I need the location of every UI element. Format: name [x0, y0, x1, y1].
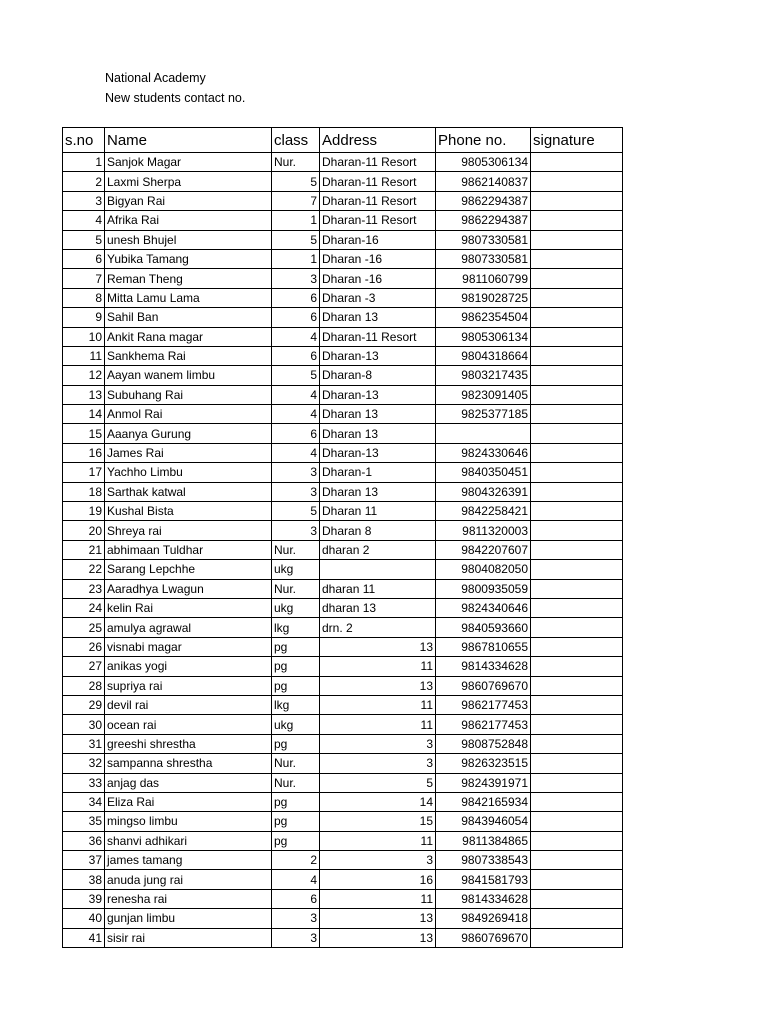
- cell-sno: 22: [63, 560, 105, 579]
- cell-class: pg: [272, 657, 320, 676]
- cell-phone: 9805306134: [436, 153, 531, 172]
- cell-name: Yubika Tamang: [105, 249, 272, 268]
- cell-phone: 9825377185: [436, 405, 531, 424]
- cell-address: Dharan 13: [320, 308, 436, 327]
- cell-address: Dharan-11 Resort: [320, 327, 436, 346]
- cell-address: Dharan -16: [320, 249, 436, 268]
- cell-class: pg: [272, 812, 320, 831]
- cell-signature: [531, 812, 623, 831]
- cell-phone: 9862140837: [436, 172, 531, 191]
- cell-address: 11: [320, 715, 436, 734]
- cell-signature: [531, 734, 623, 753]
- cell-signature: [531, 870, 623, 889]
- table-row: [63, 269, 623, 288]
- cell-address: [320, 560, 436, 579]
- cell-phone: [436, 424, 531, 443]
- cell-class: ukg: [272, 598, 320, 617]
- cell-signature: [531, 754, 623, 773]
- cell-class: lkg: [272, 695, 320, 714]
- cell-sno: 5: [63, 230, 105, 249]
- cell-phone: 9862354504: [436, 308, 531, 327]
- cell-class: 3: [272, 482, 320, 501]
- cell-name: anikas yogi: [105, 657, 272, 676]
- cell-class: 7: [272, 191, 320, 210]
- cell-signature: [531, 695, 623, 714]
- cell-signature: [531, 540, 623, 559]
- cell-address: 13: [320, 637, 436, 656]
- cell-sno: 39: [63, 889, 105, 908]
- cell-address: 5: [320, 773, 436, 792]
- cell-phone: 9807330581: [436, 230, 531, 249]
- cell-sno: 37: [63, 851, 105, 870]
- cell-address: Dharan -16: [320, 269, 436, 288]
- cell-signature: [531, 579, 623, 598]
- table-row: [63, 560, 623, 579]
- cell-sno: 4: [63, 211, 105, 230]
- cell-name: Aaradhya Lwagun: [105, 579, 272, 598]
- cell-phone: 9814334628: [436, 889, 531, 908]
- cell-address: 11: [320, 657, 436, 676]
- cell-name: ocean rai: [105, 715, 272, 734]
- table-row: [63, 773, 623, 792]
- cell-name: Sahil Ban: [105, 308, 272, 327]
- cell-phone: 9824330646: [436, 443, 531, 462]
- table-row: [63, 172, 623, 191]
- cell-phone: 9804326391: [436, 482, 531, 501]
- table-row: [63, 715, 623, 734]
- cell-phone: 9824391971: [436, 773, 531, 792]
- cell-sno: 25: [63, 618, 105, 637]
- cell-signature: [531, 172, 623, 191]
- table-row: [63, 230, 623, 249]
- cell-sno: 1: [63, 153, 105, 172]
- cell-sno: 17: [63, 463, 105, 482]
- cell-address: 3: [320, 754, 436, 773]
- table-row: [63, 153, 623, 172]
- cell-sno: 35: [63, 812, 105, 831]
- cell-sno: 28: [63, 676, 105, 695]
- cell-address: Dharan 8: [320, 521, 436, 540]
- cell-name: Aayan wanem limbu: [105, 366, 272, 385]
- cell-signature: [531, 851, 623, 870]
- cell-signature: [531, 385, 623, 404]
- table-row: [63, 579, 623, 598]
- cell-phone: 9862177453: [436, 715, 531, 734]
- cell-sno: 23: [63, 579, 105, 598]
- cell-name: Shreya rai: [105, 521, 272, 540]
- cell-sno: 19: [63, 502, 105, 521]
- cell-address: drn. 2: [320, 618, 436, 637]
- cell-name: renesha rai: [105, 889, 272, 908]
- cell-phone: 9842165934: [436, 792, 531, 811]
- cell-sno: 18: [63, 482, 105, 501]
- cell-sno: 31: [63, 734, 105, 753]
- table-row: [63, 308, 623, 327]
- cell-sno: 8: [63, 288, 105, 307]
- table-row: [63, 366, 623, 385]
- cell-address: dharan 2: [320, 540, 436, 559]
- cell-name: greeshi shrestha: [105, 734, 272, 753]
- cell-class: pg: [272, 831, 320, 850]
- cell-name: abhimaan Tuldhar: [105, 540, 272, 559]
- cell-address: 16: [320, 870, 436, 889]
- cell-address: 3: [320, 851, 436, 870]
- cell-phone: 9862177453: [436, 695, 531, 714]
- cell-name: shanvi adhikari: [105, 831, 272, 850]
- cell-name: Sarang Lepchhe: [105, 560, 272, 579]
- cell-address: Dharan-16: [320, 230, 436, 249]
- cell-sno: 9: [63, 308, 105, 327]
- cell-sno: 26: [63, 637, 105, 656]
- cell-class: Nur.: [272, 579, 320, 598]
- table-row: [63, 443, 623, 462]
- sheet-subtitle: New students contact no.: [105, 91, 246, 105]
- cell-name: Subuhang Rai: [105, 385, 272, 404]
- cell-signature: [531, 191, 623, 210]
- cell-name: Sanjok Magar: [105, 153, 272, 172]
- cell-signature: [531, 308, 623, 327]
- table-row: [63, 812, 623, 831]
- cell-sno: 27: [63, 657, 105, 676]
- cell-name: Aaanya Gurung: [105, 424, 272, 443]
- cell-address: 11: [320, 889, 436, 908]
- cell-class: 6: [272, 889, 320, 908]
- table-row: [63, 424, 623, 443]
- table-row: [63, 385, 623, 404]
- cell-signature: [531, 230, 623, 249]
- cell-class: 6: [272, 288, 320, 307]
- column-header-address: Address: [320, 128, 436, 153]
- cell-name: Anmol Rai: [105, 405, 272, 424]
- table-row: [63, 502, 623, 521]
- table-row: [63, 405, 623, 424]
- cell-phone: 9808752848: [436, 734, 531, 753]
- cell-name: Sankhema Rai: [105, 346, 272, 365]
- table-row: [63, 792, 623, 811]
- cell-name: anuda jung rai: [105, 870, 272, 889]
- table-row: [63, 249, 623, 268]
- cell-signature: [531, 269, 623, 288]
- cell-sno: 15: [63, 424, 105, 443]
- table-row: [63, 521, 623, 540]
- cell-phone: 9843946054: [436, 812, 531, 831]
- cell-phone: 9862294387: [436, 191, 531, 210]
- cell-sno: 7: [63, 269, 105, 288]
- cell-phone: 9842258421: [436, 502, 531, 521]
- cell-signature: [531, 211, 623, 230]
- cell-signature: [531, 792, 623, 811]
- cell-phone: 9807330581: [436, 249, 531, 268]
- cell-phone: 9804082050: [436, 560, 531, 579]
- cell-phone: 9840593660: [436, 618, 531, 637]
- cell-signature: [531, 889, 623, 908]
- table-row: [63, 463, 623, 482]
- cell-name: James Rai: [105, 443, 272, 462]
- cell-address: Dharan 11: [320, 502, 436, 521]
- cell-signature: [531, 618, 623, 637]
- cell-class: Nur.: [272, 754, 320, 773]
- cell-name: Laxmi Sherpa: [105, 172, 272, 191]
- cell-class: 3: [272, 521, 320, 540]
- cell-signature: [531, 366, 623, 385]
- cell-signature: [531, 327, 623, 346]
- cell-phone: 9849269418: [436, 909, 531, 928]
- cell-signature: [531, 346, 623, 365]
- cell-signature: [531, 502, 623, 521]
- cell-signature: [531, 153, 623, 172]
- cell-phone: 9811060799: [436, 269, 531, 288]
- cell-address: Dharan 13: [320, 424, 436, 443]
- school-name: National Academy: [105, 71, 206, 85]
- cell-name: Mitta Lamu Lama: [105, 288, 272, 307]
- cell-class: 1: [272, 249, 320, 268]
- cell-name: devil rai: [105, 695, 272, 714]
- cell-sno: 13: [63, 385, 105, 404]
- cell-sno: 41: [63, 928, 105, 947]
- cell-sno: 34: [63, 792, 105, 811]
- table-row: [63, 928, 623, 947]
- cell-address: Dharan 13: [320, 482, 436, 501]
- table-row: [63, 540, 623, 559]
- table-row: [63, 831, 623, 850]
- cell-signature: [531, 560, 623, 579]
- cell-class: lkg: [272, 618, 320, 637]
- cell-signature: [531, 831, 623, 850]
- cell-name: james tamang: [105, 851, 272, 870]
- cell-signature: [531, 521, 623, 540]
- cell-phone: 9804318664: [436, 346, 531, 365]
- cell-sno: 3: [63, 191, 105, 210]
- cell-name: Sarthak katwal: [105, 482, 272, 501]
- cell-class: 5: [272, 366, 320, 385]
- table-row: [63, 191, 623, 210]
- cell-phone: 9811384865: [436, 831, 531, 850]
- cell-class: 2: [272, 851, 320, 870]
- cell-address: 11: [320, 831, 436, 850]
- cell-class: 5: [272, 502, 320, 521]
- cell-phone: 9842207607: [436, 540, 531, 559]
- cell-class: 1: [272, 211, 320, 230]
- cell-name: kelin Rai: [105, 598, 272, 617]
- column-header-class: class: [272, 128, 320, 153]
- cell-signature: [531, 443, 623, 462]
- cell-sno: 21: [63, 540, 105, 559]
- table-row: [63, 851, 623, 870]
- cell-signature: [531, 482, 623, 501]
- cell-signature: [531, 657, 623, 676]
- table-row: [63, 695, 623, 714]
- student-contact-table: [62, 127, 623, 948]
- cell-sno: 30: [63, 715, 105, 734]
- cell-class: 5: [272, 230, 320, 249]
- cell-class: pg: [272, 676, 320, 695]
- table-row: [63, 870, 623, 889]
- table-row: [63, 657, 623, 676]
- cell-sno: 14: [63, 405, 105, 424]
- cell-sno: 11: [63, 346, 105, 365]
- cell-signature: [531, 773, 623, 792]
- cell-address: Dharan-13: [320, 443, 436, 462]
- cell-class: pg: [272, 637, 320, 656]
- cell-phone: 9826323515: [436, 754, 531, 773]
- cell-name: sampanna shrestha: [105, 754, 272, 773]
- cell-address: dharan 13: [320, 598, 436, 617]
- cell-phone: 9803217435: [436, 366, 531, 385]
- cell-class: 3: [272, 928, 320, 947]
- cell-signature: [531, 598, 623, 617]
- cell-signature: [531, 909, 623, 928]
- cell-name: visnabi magar: [105, 637, 272, 656]
- table-row: [63, 637, 623, 656]
- cell-address: 13: [320, 909, 436, 928]
- cell-class: Nur.: [272, 540, 320, 559]
- column-header-name: Name: [105, 128, 272, 153]
- cell-phone: 9814334628: [436, 657, 531, 676]
- table-row: [63, 618, 623, 637]
- cell-address: 13: [320, 676, 436, 695]
- cell-signature: [531, 715, 623, 734]
- cell-class: 6: [272, 424, 320, 443]
- cell-address: 15: [320, 812, 436, 831]
- cell-phone: 9841581793: [436, 870, 531, 889]
- cell-sno: 33: [63, 773, 105, 792]
- cell-phone: 9819028725: [436, 288, 531, 307]
- cell-phone: 9862294387: [436, 211, 531, 230]
- column-header-phone: Phone no.: [436, 128, 531, 153]
- cell-phone: 9811320003: [436, 521, 531, 540]
- cell-name: sisir rai: [105, 928, 272, 947]
- cell-class: 3: [272, 909, 320, 928]
- table-row: [63, 288, 623, 307]
- cell-class: 4: [272, 443, 320, 462]
- cell-class: ukg: [272, 560, 320, 579]
- cell-phone: 9823091405: [436, 385, 531, 404]
- cell-address: 11: [320, 695, 436, 714]
- cell-signature: [531, 637, 623, 656]
- table-row: [63, 482, 623, 501]
- cell-address: Dharan-1: [320, 463, 436, 482]
- cell-phone: 9867810655: [436, 637, 531, 656]
- cell-address: Dharan-11 Resort: [320, 191, 436, 210]
- table-row: [63, 889, 623, 908]
- cell-name: Yachho Limbu: [105, 463, 272, 482]
- table-row: [63, 734, 623, 753]
- cell-signature: [531, 676, 623, 695]
- cell-phone: 9805306134: [436, 327, 531, 346]
- cell-class: pg: [272, 792, 320, 811]
- cell-address: 14: [320, 792, 436, 811]
- table-row: [63, 598, 623, 617]
- cell-address: Dharan 13: [320, 405, 436, 424]
- cell-class: Nur.: [272, 773, 320, 792]
- table-body: [63, 153, 623, 948]
- cell-address: Dharan-8: [320, 366, 436, 385]
- cell-sno: 16: [63, 443, 105, 462]
- cell-phone: 9807338543: [436, 851, 531, 870]
- cell-phone: 9800935059: [436, 579, 531, 598]
- cell-name: anjag das: [105, 773, 272, 792]
- cell-class: 6: [272, 308, 320, 327]
- cell-name: supriya rai: [105, 676, 272, 695]
- cell-name: unesh Bhujel: [105, 230, 272, 249]
- cell-address: Dharan -3: [320, 288, 436, 307]
- cell-phone: 9860769670: [436, 928, 531, 947]
- cell-sno: 40: [63, 909, 105, 928]
- cell-class: 4: [272, 327, 320, 346]
- cell-sno: 12: [63, 366, 105, 385]
- cell-sno: 36: [63, 831, 105, 850]
- cell-name: Bigyan Rai: [105, 191, 272, 210]
- cell-signature: [531, 288, 623, 307]
- cell-name: Reman Theng: [105, 269, 272, 288]
- cell-sno: 24: [63, 598, 105, 617]
- cell-class: 4: [272, 385, 320, 404]
- cell-address: Dharan-11 Resort: [320, 172, 436, 191]
- cell-class: 3: [272, 269, 320, 288]
- cell-class: 5: [272, 172, 320, 191]
- cell-signature: [531, 928, 623, 947]
- cell-signature: [531, 463, 623, 482]
- cell-class: 4: [272, 870, 320, 889]
- cell-address: 3: [320, 734, 436, 753]
- cell-name: Eliza Rai: [105, 792, 272, 811]
- cell-address: Dharan-13: [320, 385, 436, 404]
- column-header-signature: signature: [531, 128, 623, 153]
- cell-sno: 38: [63, 870, 105, 889]
- table-row: [63, 211, 623, 230]
- cell-name: gunjan limbu: [105, 909, 272, 928]
- cell-phone: 9840350451: [436, 463, 531, 482]
- cell-address: dharan 11: [320, 579, 436, 598]
- table-header-row: [63, 128, 623, 153]
- cell-sno: 32: [63, 754, 105, 773]
- cell-class: 6: [272, 346, 320, 365]
- cell-sno: 2: [63, 172, 105, 191]
- cell-class: pg: [272, 734, 320, 753]
- cell-address: Dharan-11 Resort: [320, 153, 436, 172]
- cell-sno: 20: [63, 521, 105, 540]
- cell-name: Kushal Bista: [105, 502, 272, 521]
- cell-signature: [531, 249, 623, 268]
- cell-sno: 29: [63, 695, 105, 714]
- cell-address: 13: [320, 928, 436, 947]
- table-row: [63, 327, 623, 346]
- table-row: [63, 754, 623, 773]
- cell-signature: [531, 424, 623, 443]
- table-row: [63, 676, 623, 695]
- table-row: [63, 346, 623, 365]
- cell-name: mingso limbu: [105, 812, 272, 831]
- cell-class: 4: [272, 405, 320, 424]
- cell-name: Afrika Rai: [105, 211, 272, 230]
- cell-phone: 9824340646: [436, 598, 531, 617]
- cell-class: 3: [272, 463, 320, 482]
- cell-name: amulya agrawal: [105, 618, 272, 637]
- table-row: [63, 909, 623, 928]
- cell-sno: 6: [63, 249, 105, 268]
- cell-address: Dharan-11 Resort: [320, 211, 436, 230]
- cell-signature: [531, 405, 623, 424]
- cell-class: ukg: [272, 715, 320, 734]
- cell-sno: 10: [63, 327, 105, 346]
- column-header-sno: s.no: [63, 128, 105, 153]
- cell-name: Ankit Rana magar: [105, 327, 272, 346]
- cell-phone: 9860769670: [436, 676, 531, 695]
- cell-class: Nur.: [272, 153, 320, 172]
- cell-address: Dharan-13: [320, 346, 436, 365]
